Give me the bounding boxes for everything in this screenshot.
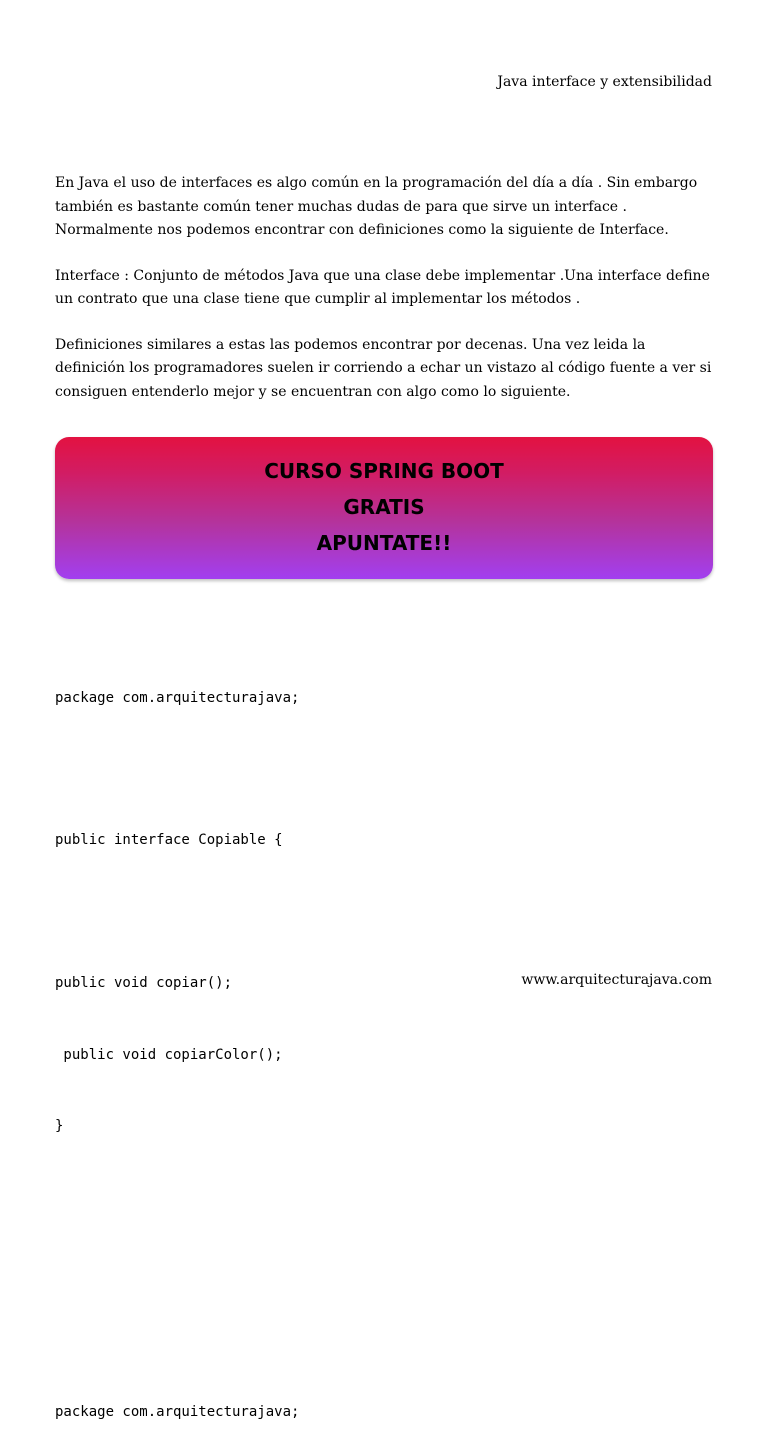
code-line: public interface Copiable { (55, 832, 283, 849)
code-line (55, 758, 299, 782)
paragraph-line: un contrato que una clase tiene que cumplir al implementar los métodos . (55, 291, 581, 307)
banner-text (55, 453, 713, 561)
paragraph-line: consiguen entenderlo mejor y se encuentran con algo como lo siguiente. (55, 383, 571, 400)
code-line (55, 1186, 299, 1210)
paragraph-line: Interface : Conjunto de métodos Java que una clase debe implementar .Una interface define (55, 267, 710, 284)
code-line: package com.arquitecturajava; (55, 689, 300, 706)
banner-line-course: CURSO SPRING BOOT (264, 459, 504, 483)
paragraph-line: también es bastante común tener muchas dudas de para que sirve un interface . (55, 198, 627, 215)
paragraph-line: Definiciones similares a estas las podemos encontrar por decenas. Una vez leida la (55, 336, 646, 353)
code-line: package com.arquitecturajava; (55, 1403, 300, 1420)
code-line: public void copiarColor(); (55, 1046, 283, 1063)
footer-website-url[interactable]: www.arquitecturajava.com (521, 972, 712, 988)
code-line (55, 901, 299, 925)
paragraph-explanation (55, 334, 720, 405)
paragraph-definition (55, 265, 720, 312)
code-block (55, 639, 299, 1448)
spring-boot-course-banner[interactable] (55, 437, 713, 579)
code-line: public void copiar(); (55, 975, 233, 992)
code-line (55, 1329, 299, 1353)
code-line (55, 1258, 299, 1282)
banner-line-signup: APUNTATE!! (316, 531, 452, 555)
document-header-title: Java interface y extensibilidad (497, 74, 712, 90)
article-body (55, 172, 720, 426)
code-line: } (55, 1117, 64, 1134)
banner-line-free: GRATIS (343, 495, 425, 519)
paragraph-line: definición los programadores suelen ir corriendo a echar un vistazo al código fuente a ver si (55, 360, 712, 376)
paragraph-intro (55, 172, 720, 243)
paragraph-line: En Java el uso de interfaces es algo común en la programación del día a día . Sin embargo (55, 175, 698, 191)
paragraph-line: Normalmente nos podemos encontrar con definiciones como la siguiente de Interface. (55, 222, 669, 238)
